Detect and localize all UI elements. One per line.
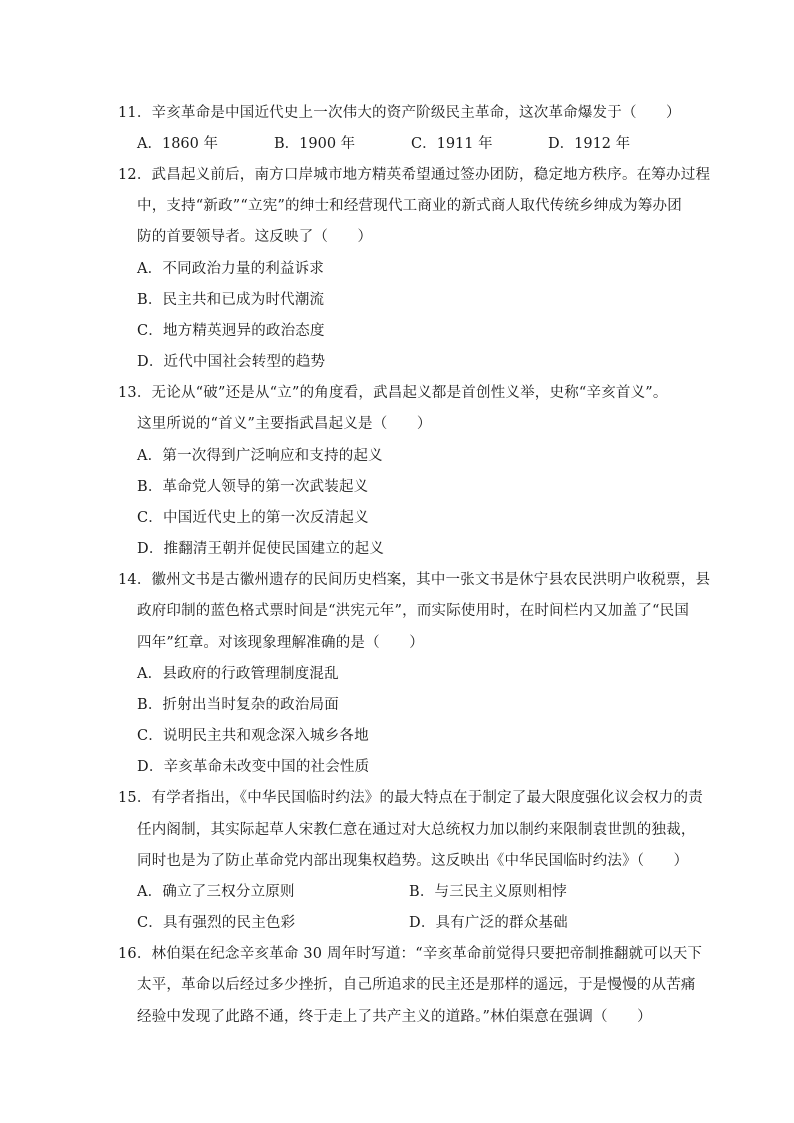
question-14-option-a[interactable]: A．县政府的行政管理制度混乱 — [137, 666, 339, 682]
question-12-stem-line-2: 中，支持“新政”“立宪”的绅士和经营现代工商业的新式商人取代传统乡绅成为筹办团 — [137, 198, 682, 214]
question-11-option-b[interactable]: B．1900 年 — [274, 136, 356, 152]
question-12-option-d[interactable]: D．近代中国社会转型的趋势 — [137, 354, 326, 370]
question-13-option-c[interactable]: C．中国近代史上的第一次反清起义 — [137, 510, 369, 526]
question-15-stem-line-1: 15．有学者指出，《中华民国临时约法》的最大特点在于制定了最大限度强化议会权力的责 — [118, 790, 703, 806]
question-12-option-c[interactable]: C．地方精英迥异的政治态度 — [137, 323, 325, 339]
question-11-option-d[interactable]: D．1912 年 — [548, 136, 631, 152]
question-14-option-b[interactable]: B．折射出当时复杂的政治局面 — [137, 697, 339, 713]
question-11-options — [137, 134, 657, 154]
question-15-option-d[interactable]: D．具有广泛的群众基础 — [409, 915, 568, 931]
question-16-stem-line-1: 16．林伯渠在纪念辛亥革命 30 周年时写道：“辛亥革命前觉得只要把帝制推翻就可以天下 — [118, 946, 703, 962]
question-12-stem-line-3: 防的首要领导者。这反映了（ ） — [137, 229, 373, 245]
question-15-stem-line-2: 任内阁制，其实际起草人宋教仁意在通过对大总统权力加以制约来限制袁世凯的独裁， — [137, 822, 696, 838]
question-13-option-b[interactable]: B．革命党人领导的第一次武装起义 — [137, 479, 369, 495]
question-13-stem-line-1: 13．无论从“破”还是从“立”的角度看，武昌起义都是首创性义举，史称“辛亥首义”。 — [118, 385, 668, 401]
question-15-stem-line-3: 同时也是为了防止革命党内部出现集权趋势。这反映出《中华民国临时约法》（ ） — [137, 853, 689, 869]
question-14-stem-line-1: 14．徽州文书是古徽州遗存的民间历史档案，其中一张文书是休宁县农民洪明户收税票，县 — [118, 572, 711, 588]
question-13-option-a[interactable]: A．第一次得到广泛响应和支持的起义 — [137, 448, 383, 464]
question-12-option-b[interactable]: B．民主共和已成为时代潮流 — [137, 292, 325, 308]
question-15-option-b[interactable]: B．与三民主义原则相悖 — [409, 884, 567, 900]
question-16-stem-line-3: 经验中发现了此路不通，终于走上了共产主义的道路。”林伯渠意在强调（ ） — [137, 1009, 652, 1025]
question-16-stem-line-2: 太平，革命以后经过多少挫折，自己所追求的民主还是那样的遥远，于是慢慢的从苦痛 — [137, 977, 696, 993]
question-11-stem: 11．辛亥革命是中国近代史上一次伟大的资产阶级民主革命，这次革命爆发于（ ） — [118, 105, 681, 121]
question-11-option-c[interactable]: C．1911 年 — [411, 136, 493, 152]
question-13-stem-line-2: 这里所说的“首义”主要指武昌起义是（ ） — [137, 416, 432, 432]
question-15-option-c[interactable]: C．具有强烈的民主色彩 — [137, 915, 296, 931]
question-14-stem-line-2: 政府印制的蓝色格式票时间是“洪宪元年”，而实际使用时，在时间栏内又加盖了“民国 — [137, 603, 690, 619]
question-12-option-a[interactable]: A．不同政治力量的利益诉求 — [137, 261, 325, 277]
question-12-stem-line-1: 12．武昌起义前后，南方口岸城市地方精英希望通过签办团防，稳定地方秩序。在筹办过程 — [118, 167, 711, 183]
question-14-option-d[interactable]: D．辛亥革命未改变中国的社会性质 — [137, 759, 370, 775]
question-13-option-d[interactable]: D．推翻清王朝并促使民国建立的起义 — [137, 541, 385, 557]
question-14-stem-line-3: 四年”红章。对该现象理解准确的是（ ） — [137, 635, 424, 651]
question-14-option-c[interactable]: C．说明民主共和观念深入城乡各地 — [137, 728, 369, 744]
question-15-option-a[interactable]: A．确立了三权分立原则 — [137, 884, 295, 900]
question-11-option-a[interactable]: A．1860 年 — [137, 136, 218, 152]
